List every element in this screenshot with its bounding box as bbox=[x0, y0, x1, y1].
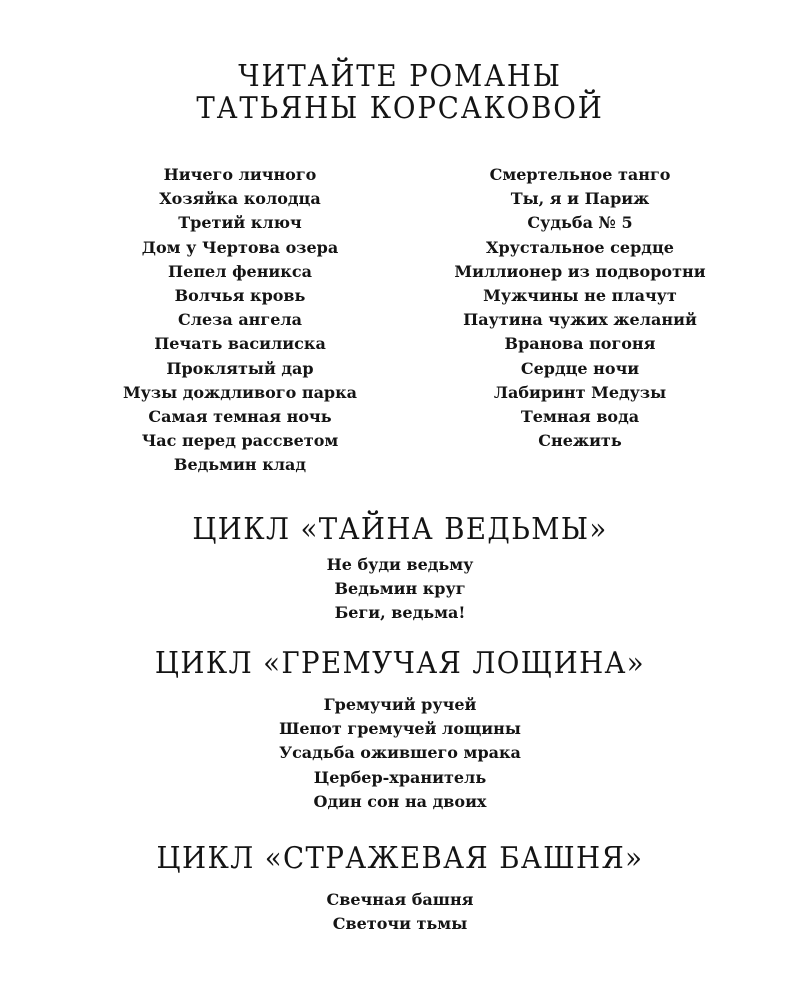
page-title-line-2: ТАТЬЯНЫ КОРСАКОВОЙ bbox=[196, 91, 604, 126]
book-title: Смертельное танго bbox=[489, 165, 671, 184]
book-title: Мужчины не плачут bbox=[483, 286, 677, 306]
book-title: Печать василиска bbox=[154, 334, 326, 354]
book-title: Судьба № 5 bbox=[527, 213, 633, 233]
book-title: Ведьмин круг bbox=[334, 579, 466, 599]
book-title: Ты, я и Париж bbox=[510, 189, 650, 209]
series-book-list bbox=[0, 553, 800, 626]
book-title: Вранова погоня bbox=[504, 334, 656, 354]
book-title: Час перед рассветом bbox=[141, 431, 339, 451]
book-title: Свечная башня bbox=[326, 890, 474, 909]
book-title: Паутина чужих желаний bbox=[463, 310, 697, 330]
book-title: Сердце ночи bbox=[520, 358, 640, 378]
book-title: Хозяйка колодца bbox=[159, 189, 321, 209]
book-title: Один сон на двоих bbox=[313, 791, 487, 811]
books-left-column bbox=[90, 163, 390, 478]
book-title: Беги, ведьма! bbox=[334, 603, 466, 623]
book-title: Шепот гремучей лощины bbox=[279, 719, 521, 739]
book-title: Темная вода bbox=[520, 407, 640, 427]
book-title: Музы дождливого парка bbox=[122, 382, 358, 402]
book-title: Проклятый дар bbox=[166, 358, 314, 378]
book-title: Гремучий ручей bbox=[323, 695, 477, 714]
book-title: Ведьмин клад bbox=[173, 455, 307, 475]
book-title: Самая темная ночь bbox=[148, 407, 332, 427]
book-title: Лабиринт Медузы bbox=[493, 382, 667, 402]
series-book-list bbox=[0, 888, 800, 936]
series-title-tayna-vedmy: ЦИКЛ «ТАЙНА ВЕДЬМЫ» bbox=[192, 512, 608, 547]
book-title: Дом у Чертова озера bbox=[141, 237, 339, 257]
book-title: Усадьба ожившего мрака bbox=[279, 743, 521, 763]
book-title: Хрустальное сердце bbox=[486, 237, 674, 257]
book-title: Миллионер из подворотни bbox=[454, 261, 706, 281]
book-title: Снежить bbox=[538, 431, 622, 451]
book-title: Ничего личного bbox=[163, 165, 317, 184]
book-title: Не буди ведьму bbox=[326, 555, 474, 574]
page-title-line-1: ЧИТАЙТЕ РОМАНЫ bbox=[238, 59, 562, 94]
series-title-gremuchaya-loshchina: ЦИКЛ «ГРЕМУЧАЯ ЛОЩИНА» bbox=[154, 646, 646, 681]
book-title: Цербер-хранитель bbox=[313, 767, 487, 787]
series-title-strazhevaya-bashnya: ЦИКЛ «СТРАЖЕВАЯ БАШНЯ» bbox=[156, 841, 644, 876]
book-title: Светочи тьмы bbox=[332, 914, 468, 934]
series-book-list bbox=[0, 693, 800, 814]
book-title: Третий ключ bbox=[178, 213, 302, 233]
book-title: Пепел феникса bbox=[168, 261, 312, 281]
book-title: Волчья кровь bbox=[174, 286, 306, 306]
books-right-column bbox=[430, 163, 730, 453]
book-title: Слеза ангела bbox=[177, 310, 303, 330]
